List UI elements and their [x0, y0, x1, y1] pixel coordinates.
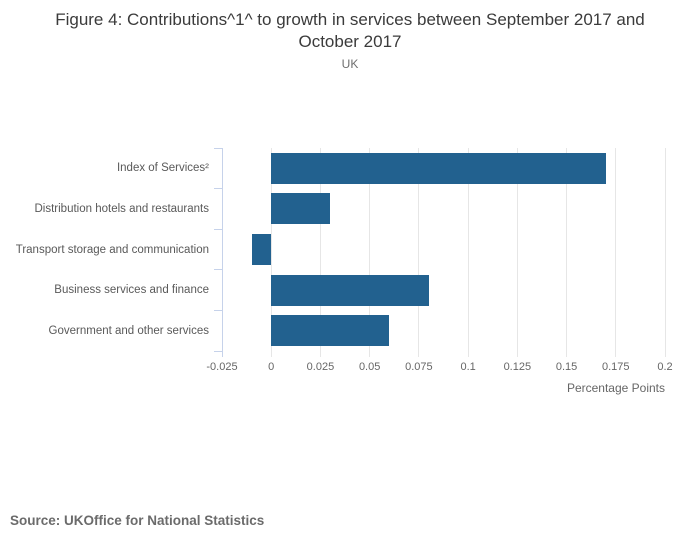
category-label: Transport storage and communication — [15, 243, 209, 256]
source-note: Source: UKOffice for National Statistics — [10, 513, 265, 528]
bar-4 — [271, 275, 429, 306]
bar-5 — [271, 315, 389, 346]
x-tick-label: 0.175 — [602, 361, 630, 373]
x-tick-label: 0.025 — [306, 361, 335, 373]
gridline — [665, 148, 666, 357]
y-axis-tick — [214, 351, 222, 352]
category-label: Business services and finance — [54, 284, 209, 297]
figure-title: Figure 4: Contributions^1^ to growth in services between September 2017 and October 2017 — [55, 10, 645, 51]
x-axis-title: Percentage Points — [566, 381, 665, 395]
y-axis-tick — [214, 229, 222, 230]
figure-subtitle: UK — [341, 57, 359, 71]
x-tick-label: -0.025 — [206, 361, 238, 373]
x-tick-label: 0.075 — [405, 361, 433, 373]
y-axis-tick — [214, 188, 222, 189]
y-axis-tick — [214, 148, 222, 149]
category-label: Distribution hotels and restaurants — [34, 202, 209, 215]
y-axis-tick — [214, 310, 222, 311]
x-tick-label: 0.05 — [358, 361, 381, 373]
x-tick-label: 0 — [268, 361, 275, 373]
x-tick-label: 0.15 — [555, 361, 578, 373]
x-tick-label: 0.125 — [503, 361, 532, 373]
y-axis-line — [222, 148, 223, 357]
x-tick-label: 0.1 — [460, 361, 476, 373]
gridline — [615, 148, 616, 357]
bar-1 — [271, 153, 606, 184]
x-tick-label: 0.2 — [657, 361, 673, 373]
bar-3 — [252, 234, 272, 265]
bar-2 — [271, 193, 330, 224]
y-axis-tick — [214, 269, 222, 270]
category-label: Index of Services² — [116, 162, 209, 175]
category-label: Government and other services — [48, 324, 209, 337]
